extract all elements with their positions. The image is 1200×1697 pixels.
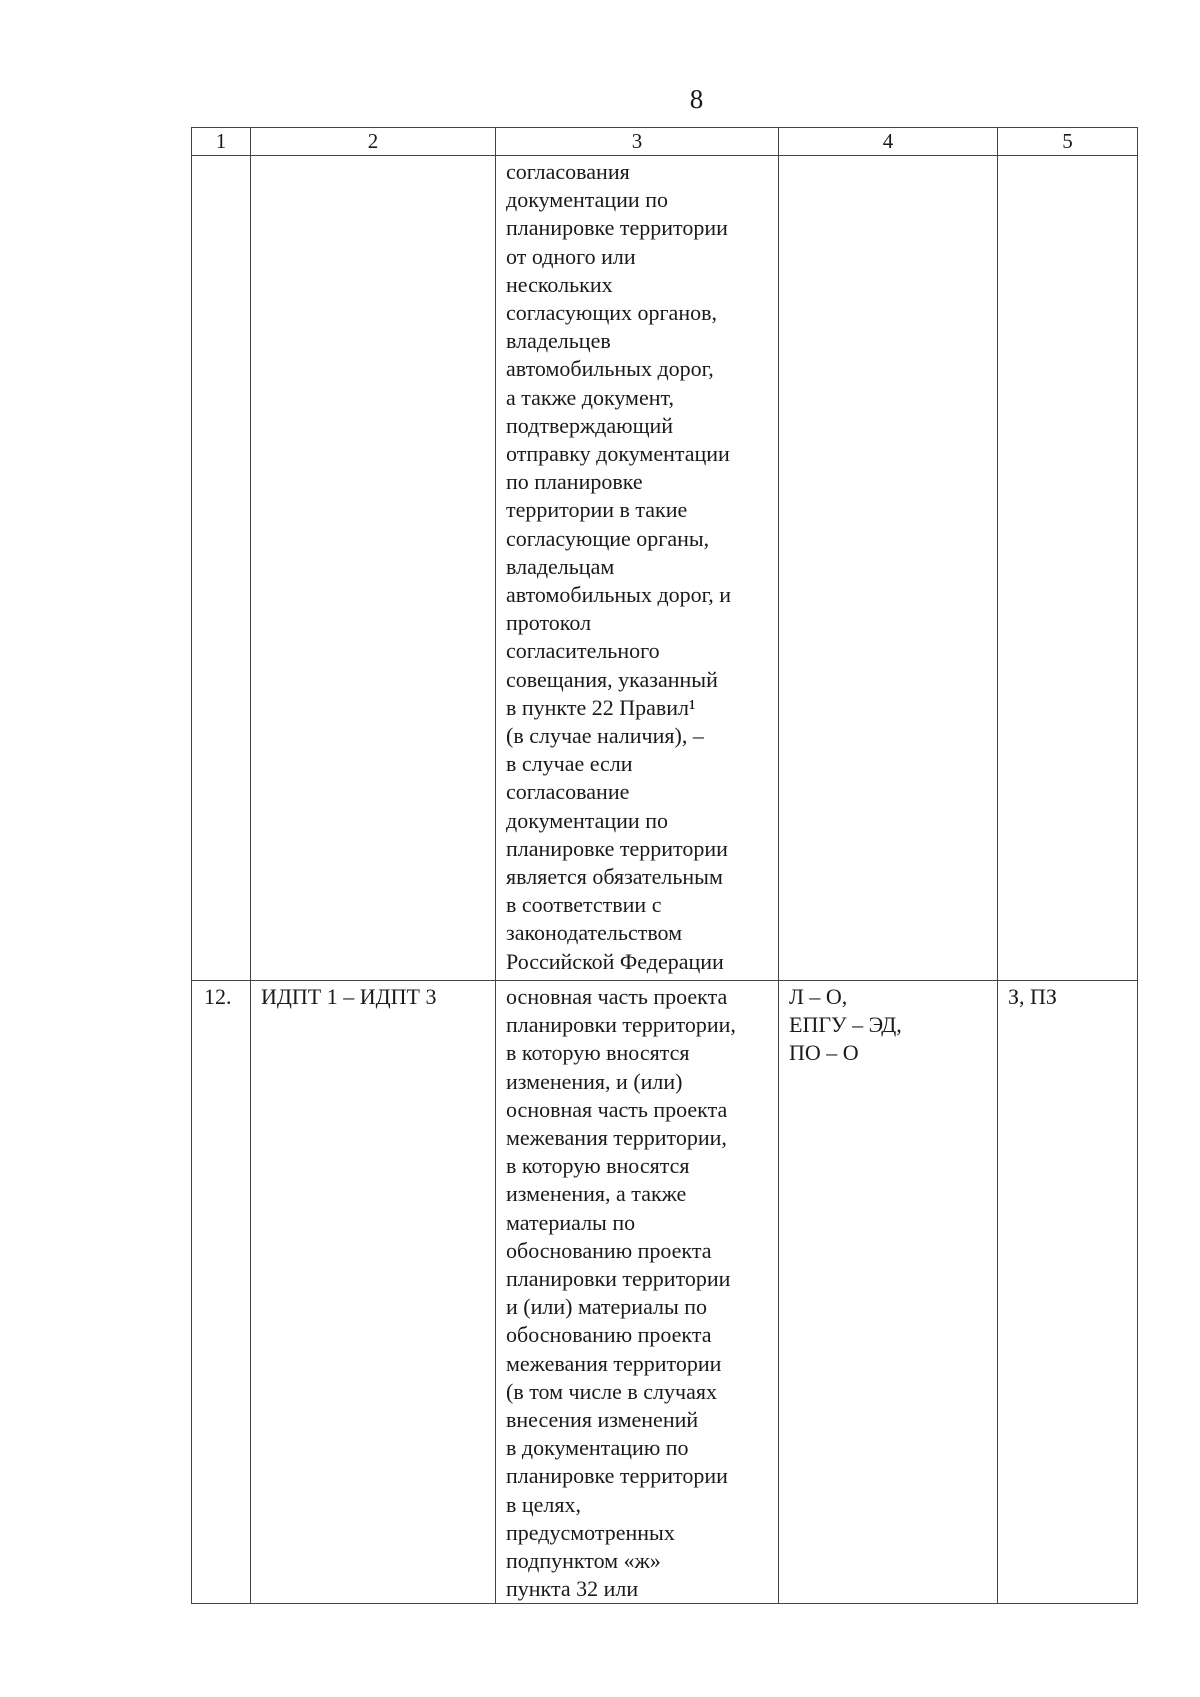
- column-header-5: 5: [998, 128, 1138, 156]
- row-number-cell: [192, 156, 251, 981]
- type-cell: [998, 981, 1138, 1604]
- form-cell: [779, 981, 998, 1604]
- page-number: 8: [689, 84, 704, 114]
- table-header-row: [192, 128, 1138, 156]
- type-cell: [998, 156, 1138, 981]
- form-text: Л – О, ЕПГУ – ЭД, ПО – О: [789, 984, 902, 1066]
- column-header-3: 3: [496, 128, 779, 156]
- column-header-1: 1: [192, 128, 251, 156]
- code-text: ИДПТ 1 – ИДПТ 3: [261, 984, 437, 1009]
- documents-cell: [496, 156, 779, 981]
- documents-text: согласования документации по планировке территории от одного или нескольких согласующих органов, владельцев автомобильных дорог, а также документ, подтверждающий отправку документации по планировке территории в такие согласующие органы, владельцам автомобильных дорог, и протокол согласительного совещания, указанный в пункте 22 Правил¹ (в случае наличия), – в случае если согласование документации по планировке территории является обязательным в соответствии с законодательством Российской Федерации: [506, 159, 731, 974]
- documents-table: [191, 127, 1138, 1604]
- form-cell: [779, 156, 998, 981]
- column-header-2: 2: [251, 128, 496, 156]
- documents-cell: [496, 981, 779, 1604]
- type-text: З, ПЗ: [1008, 984, 1057, 1009]
- documents-text: основная часть проекта планировки территории, в которую вносятся изменения, и (или) основная часть проекта межевания территории, в которую вносятся изменения, а также материалы по обоснованию проекта планировки территории и (или) материалы по обоснованию проекта межевания территории (в том числе в случаях внесения изменений в документацию по планировке территории в целях, предусмотренных подпунктом «ж» пункта 32 или: [506, 984, 736, 1602]
- row-number-cell: [192, 981, 251, 1604]
- table-row: [192, 981, 1138, 1604]
- code-cell: [251, 981, 496, 1604]
- row-number: 12.: [204, 984, 232, 1009]
- code-cell: [251, 156, 496, 981]
- column-header-4: 4: [779, 128, 998, 156]
- table-row: [192, 156, 1138, 981]
